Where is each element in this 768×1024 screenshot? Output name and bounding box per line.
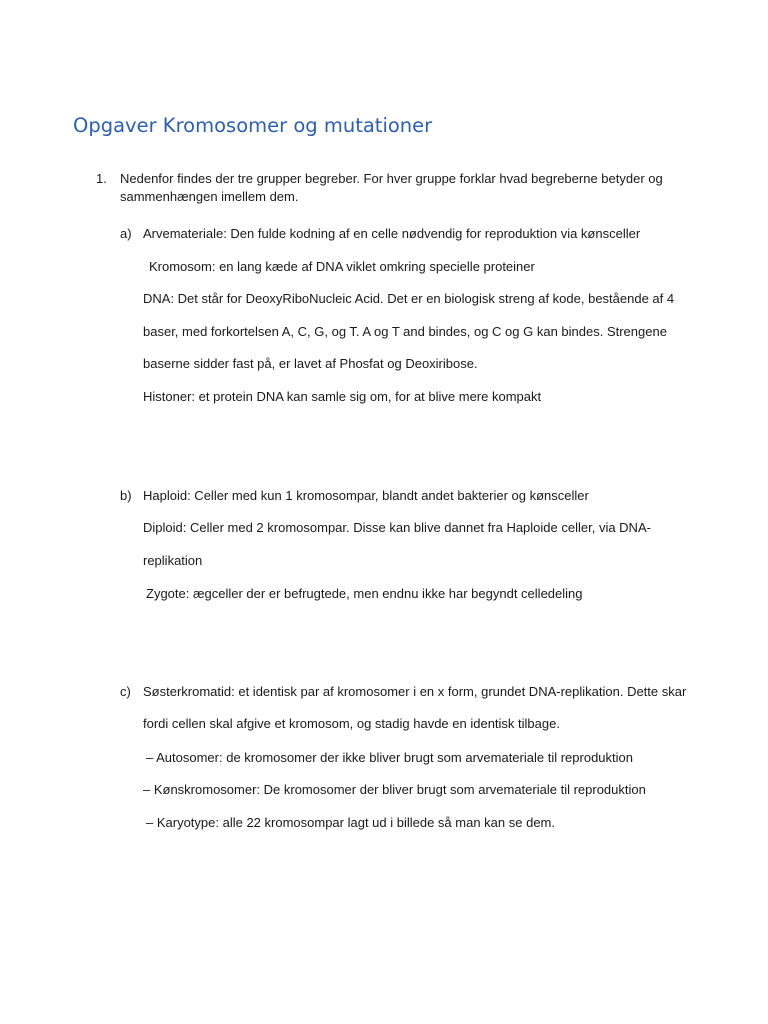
definition-karyotype: – Karyotype: alle 22 kromosompar lagt ud i billede så man kan se dem. <box>146 815 555 830</box>
definition-sosterkromatid-line-1: Søsterkromatid: et identisk par af kromosomer i en x form, grundet DNA-replikation. Dette skar <box>143 684 687 699</box>
question-text-line-2: sammenhængen imellem dem. <box>120 189 299 204</box>
definition-arvemateriale: Arvemateriale: Den fulde kodning af en celle nødvendig for reproduktion via kønsceller <box>143 226 641 241</box>
definition-sosterkromatid-line-2: fordi cellen skal afgive et kromosom, og stadig havde en identisk tilbage. <box>143 716 560 731</box>
document-title: Opgaver Kromosomer og mutationer <box>73 114 433 137</box>
list-marker-b: b) <box>120 488 132 503</box>
question-number: 1. <box>96 171 107 186</box>
list-marker-c: c) <box>120 684 131 699</box>
definition-dna-line-3: baserne sidder fast på, er lavet af Phosfat og Deoxiribose. <box>143 356 478 371</box>
definition-autosomer: – Autosomer: de kromosomer der ikke bliver brugt som arvemateriale til reproduktion <box>146 750 633 765</box>
list-marker-a: a) <box>120 226 132 241</box>
definition-kromosom: Kromosom: en lang kæde af DNA viklet omkring specielle proteiner <box>149 259 535 274</box>
definition-dna-line-2: baser, med forkortelsen A, C, G, og T. A og T and bindes, og C og G kan bindes. Strengene <box>143 324 667 339</box>
definition-dna-line-1: DNA: Det står for DeoxyRiboNucleic Acid. Det er en biologisk streng af kode, bestående af 4 <box>143 291 675 306</box>
definition-diploid-line-2: replikation <box>143 553 203 568</box>
definition-diploid-line-1: Diploid: Celler med 2 kromosompar. Disse kan blive dannet fra Haploide celler, via DNA- <box>143 520 651 535</box>
question-text-line-1: Nedenfor findes der tre grupper begreber. For hver gruppe forklar hvad begreberne betyder og <box>120 171 663 186</box>
definition-histoner: Histoner: et protein DNA kan samle sig om, for at blive mere kompakt <box>143 389 542 404</box>
definition-haploid: Haploid: Celler med kun 1 kromosompar, blandt andet bakterier og kønsceller <box>143 488 589 503</box>
definition-konskromosomer: – Kønskromosomer: De kromosomer der bliver brugt som arvemateriale til reproduktion <box>143 782 646 797</box>
definition-zygote: Zygote: ægceller der er befrugtede, men endnu ikke har begyndt celledeling <box>146 586 583 601</box>
